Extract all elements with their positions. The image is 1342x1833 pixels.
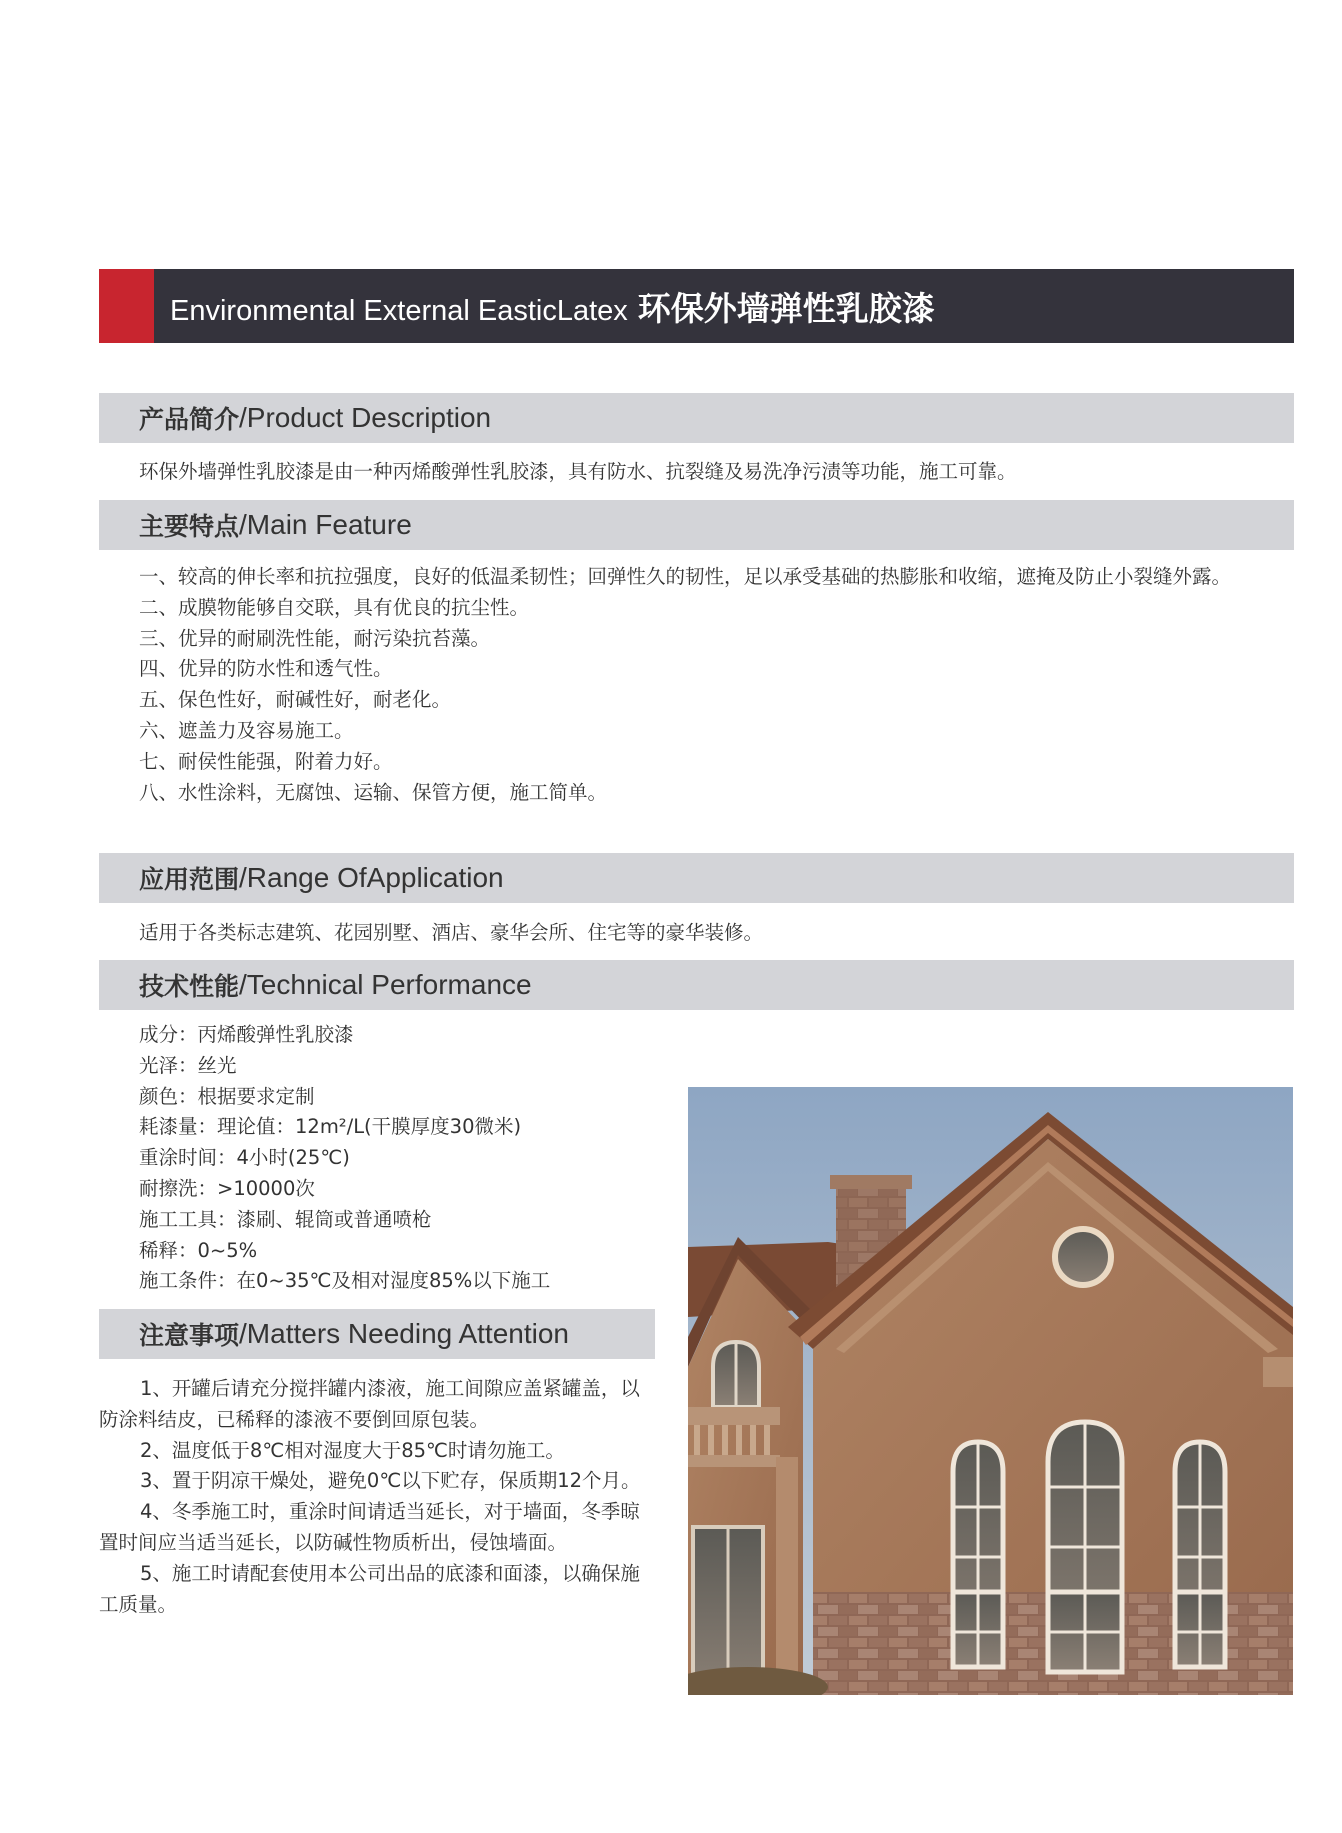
- balcony: [688, 1407, 780, 1425]
- section-header-application: [99, 853, 1294, 903]
- section-heading-cn: 主要特点: [139, 512, 240, 541]
- feature-item: 四、优异的防水性和透气性。: [139, 657, 393, 681]
- feature-item: 二、成膜物能够自交联，具有优良的抗尘性。: [139, 595, 530, 619]
- spec-item: 颜色：根据要求定制: [139, 1084, 315, 1108]
- page-title-cn: 环保外墙弹性乳胶漆: [637, 288, 935, 328]
- title-accent: [99, 269, 154, 343]
- building-photo: [688, 1087, 1293, 1695]
- description-text: 环保外墙弹性乳胶漆是由一种丙烯酸弹性乳胶漆，具有防水、抗裂缝及易洗净污渍等功能，施工可靠。: [139, 460, 1017, 483]
- section-header-features: [99, 500, 1294, 550]
- section-heading-cn: 注意事项: [139, 1321, 240, 1350]
- spec-item: 耐擦洗：>10000次: [139, 1176, 315, 1200]
- spec-item: 稀释：0~5%: [139, 1238, 258, 1262]
- section-header-technical: [99, 960, 1294, 1010]
- feature-item: 一、较高的伸长率和抗拉强度，良好的低温柔韧性；回弹性久的韧性，足以承受基础的热膨胀和收缩，遮掩及防止小裂缝外露。: [139, 565, 1232, 588]
- feature-list: [139, 562, 1299, 808]
- page-title-en: Environmental External EasticLatex: [170, 294, 628, 327]
- spec-item: 施工工具：漆刷、辊筒或普通喷枪: [139, 1207, 432, 1231]
- section-header-attention: [99, 1309, 655, 1359]
- section-heading-en: /Product Description: [239, 402, 492, 433]
- feature-item: 三、优异的耐刷洗性能，耐污染抗苔藻。: [139, 626, 491, 650]
- attention-item: 5、施工时请配套使用本公司出品的底漆和面漆，以确保施工质量。: [99, 1561, 640, 1616]
- spec-item: 施工条件：在0~35℃及相对湿度85%以下施工: [139, 1269, 551, 1293]
- attention-item: 1、开罐后请充分搅拌罐内漆液，施工间隙应盖紧罐盖，以防涂料结皮，已稀释的漆液不要倒回原包装。: [99, 1377, 640, 1431]
- attention-item: 4、冬季施工时，重涂时间请适当延长，对于墙面，冬季晾置时间应当适当延长，以防碱性物质析出，侵蚀墙面。: [99, 1500, 640, 1554]
- section-heading-en: /Range OfApplication: [239, 862, 504, 893]
- spec-item: 光泽：丝光: [139, 1053, 237, 1077]
- attention-notes: [99, 1374, 649, 1620]
- section-heading-en: /Technical Performance: [239, 969, 532, 1000]
- round-window: [1055, 1229, 1111, 1285]
- section-heading-en: /Main Feature: [239, 509, 412, 540]
- feature-item: 五、保色性好，耐碱性好，耐老化。: [139, 688, 452, 712]
- attention-item: 2、温度低于8℃相对湿度大于85℃时请勿施工。: [140, 1438, 565, 1462]
- section-heading-cn: 产品简介: [139, 405, 240, 434]
- spec-item: 重涂时间：4小时(25℃): [139, 1146, 350, 1170]
- page-title: [170, 283, 935, 330]
- section-header-description: [99, 393, 1294, 443]
- feature-item: 六、遮盖力及容易施工。: [139, 718, 354, 742]
- spec-item: 成分：丙烯酸弹性乳胶漆: [139, 1023, 354, 1046]
- feature-item: 七、耐侯性能强，附着力好。: [139, 749, 393, 773]
- section-heading-cn: 技术性能: [139, 972, 240, 1001]
- spec-item: 耗漆量：理论值：12m²/L(干膜厚度30微米): [139, 1115, 522, 1139]
- title-bar: [99, 269, 1294, 343]
- technical-spec-list: [139, 1020, 550, 1297]
- section-heading-cn: 应用范围: [139, 865, 240, 894]
- attention-item: 3、置于阴凉干燥处，避免0℃以下贮存，保质期12个月。: [140, 1469, 641, 1493]
- section-heading-en: /Matters Needing Attention: [239, 1318, 569, 1349]
- application-text: 适用于各类标志建筑、花园别墅、酒店、豪华会所、住宅等的豪华装修。: [139, 921, 764, 944]
- feature-item: 八、水性涂料，无腐蚀、运输、保管方便，施工简单。: [139, 780, 608, 804]
